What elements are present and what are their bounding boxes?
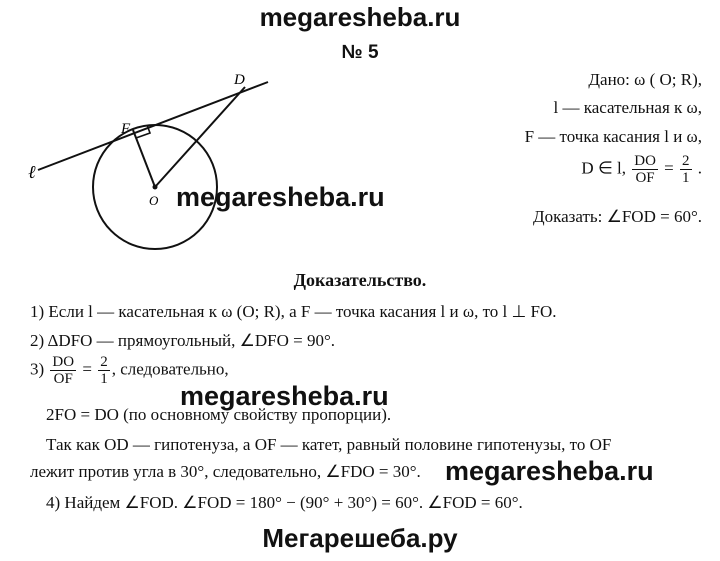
proof-step-3-suffix: , следовательно, [111,359,229,379]
label-O: O [149,193,159,208]
segment-OD [155,87,245,187]
given-line-1: Дано: ω ( O; R), [588,70,702,89]
given-eq: = [664,158,674,178]
proof-step-2: 2) ΔDFO — прямоугольный, ∠DFO = 90°. [30,331,336,350]
proof-step-3-line-2: 2FO = DO (по основному свойству пропорции). [46,405,392,424]
given-line-2: l — касательная к ω, [553,98,702,117]
label-D: D [234,72,245,88]
proof-step-1: 1) Если l — касательная к ω (O; R), а F — точка касания l и ω, то l ⊥ FO. [30,302,557,321]
watermark-top: megaresheba.ru [259,2,461,32]
watermark-bottom: Мегарешеба.ру [262,523,458,553]
proof-step-3-line-4: лежит против угла в 30°, следовательно, ∠FDO = 30°. [30,462,421,481]
proof-step-3-line-3: Так как OD — гипотенуза, а OF — катет, равный половине гипотенузы, то OF [46,435,612,454]
geometry-diagram [0,60,300,260]
given-line-4 [581,153,702,186]
proof-eq: = [82,359,92,379]
tangent-line-l [38,82,268,170]
watermark-mid-2: megaresheba.ru [180,381,389,411]
watermark-mid-1: megaresheba.ru [176,182,385,212]
label-F: F [121,121,131,137]
proof-step-3-prefix: 3) [30,359,45,379]
proof-step-4: 4) Найдем ∠FOD. ∠FOD = 180° − (90° + 30°) = 60°. ∠FOD = 60°. [46,493,523,512]
given-fraction-2: $\frac{2}{1}$ [682,153,690,186]
point-O [153,185,158,190]
proof-fraction-1: $\frac{DO}{OF}$ [52,354,75,387]
proof-heading: Доказательство. [293,270,427,290]
proof-fraction-2: $\frac{2}{1}$ [100,354,108,387]
watermark-mid-3: megaresheba.ru [445,456,654,486]
problem-number: № 5 [341,42,379,63]
given-line-4-prefix: D ∈ l, [581,158,626,178]
given-fraction-1: $\frac{DO}{OF}$ [634,153,656,186]
given-line-3: F — точка касания l и ω, [524,127,702,146]
given-line-4-suffix: . [697,158,702,178]
prove-line: Доказать: ∠FOD = 60°. [532,207,702,226]
label-l: ℓ [28,162,36,182]
